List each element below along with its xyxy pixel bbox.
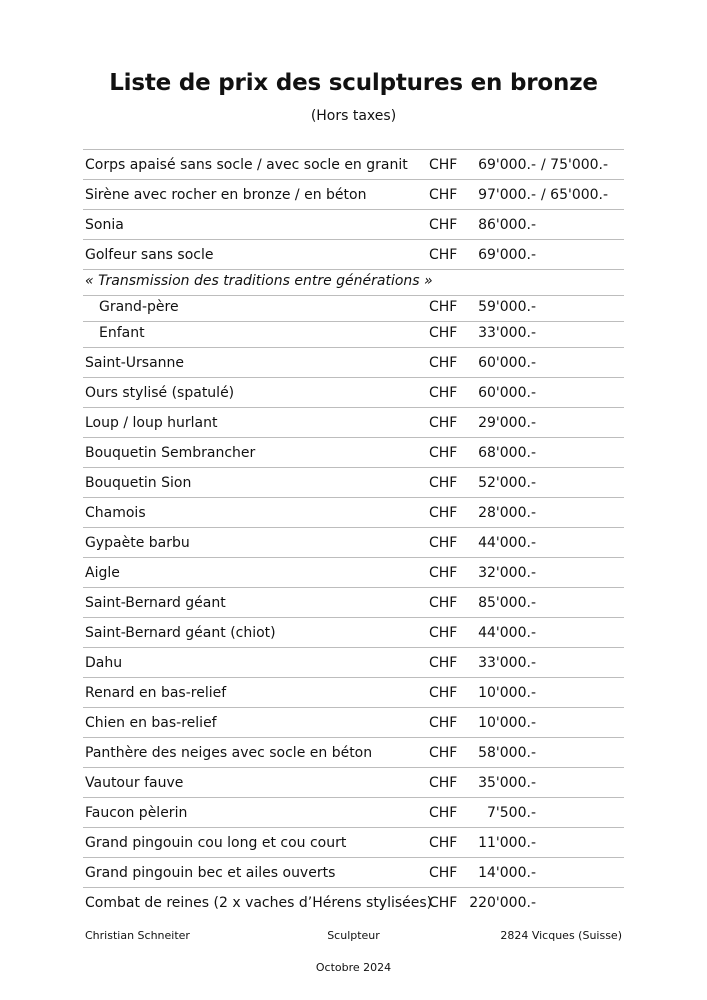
table-row [83, 438, 624, 468]
item-price: 10'000.- [478, 685, 536, 701]
item-name: Saint-Bernard géant [85, 595, 226, 611]
footer-location: 2824 Vicques (Suisse) [500, 929, 622, 942]
item-name: Renard en bas-relief [85, 685, 227, 701]
item-price: 59'000.- [478, 299, 536, 315]
item-name: Grand pingouin bec et ailes ouverts [85, 865, 336, 881]
item-name: Faucon pèlerin [85, 805, 188, 821]
section-heading-row [83, 270, 624, 296]
item-name: Vautour fauve [85, 775, 184, 791]
item-price: 60'000.- [478, 385, 536, 401]
item-price: 69'000.- [478, 247, 536, 263]
item-name: Chien en bas-relief [85, 715, 217, 731]
price-table [83, 149, 624, 917]
table-row [83, 888, 624, 917]
table-row [83, 296, 624, 322]
table-row [83, 648, 624, 678]
table-row [83, 798, 624, 828]
table-row [83, 468, 624, 498]
table-row [83, 348, 624, 378]
table-row [83, 322, 624, 348]
item-price: 86'000.- [478, 217, 536, 233]
item-currency: CHF [429, 445, 458, 461]
table-row [83, 498, 624, 528]
section-heading-label: « Transmission des traditions entre générations » [85, 273, 433, 289]
item-currency: CHF [429, 325, 458, 341]
item-currency: CHF [429, 187, 458, 203]
table-row [83, 828, 624, 858]
item-currency: CHF [429, 247, 458, 263]
table-row [83, 618, 624, 648]
item-name: Enfant [99, 325, 145, 341]
item-price: 44'000.- [478, 625, 536, 641]
item-name: Saint-Bernard géant (chiot) [85, 625, 276, 641]
item-name: Bouquetin Sion [85, 475, 192, 491]
item-price: 68'000.- [478, 445, 536, 461]
item-name: Ours stylisé (spatulé) [85, 385, 235, 401]
table-row [83, 738, 624, 768]
item-price: 14'000.- [478, 865, 536, 881]
item-name: Golfeur sans socle [85, 247, 214, 263]
table-row [83, 378, 624, 408]
item-currency: CHF [429, 355, 458, 371]
table-row [83, 858, 624, 888]
item-currency: CHF [429, 805, 458, 821]
item-currency: CHF [429, 745, 458, 761]
item-price-alternative: / 75'000.- [541, 157, 609, 173]
item-currency: CHF [429, 775, 458, 791]
table-row [83, 588, 624, 618]
table-row [83, 768, 624, 798]
page-subtitle: (Hors taxes) [310, 108, 397, 124]
item-currency: CHF [429, 595, 458, 611]
item-currency: CHF [429, 505, 458, 521]
item-price: 29'000.- [478, 415, 536, 431]
item-currency: CHF [429, 625, 458, 641]
item-currency: CHF [429, 475, 458, 491]
table-row [83, 210, 624, 240]
item-price: 11'000.- [478, 835, 536, 851]
item-name: Grand-père [99, 299, 179, 315]
item-price: 52'000.- [478, 475, 536, 491]
item-name: Bouquetin Sembrancher [85, 445, 256, 461]
item-price: 7'500.- [487, 805, 536, 821]
item-name: Corps apaisé sans socle / avec socle en granit [85, 157, 408, 173]
table-row [83, 558, 624, 588]
item-name: Sirène avec rocher en bronze / en béton [85, 187, 367, 203]
item-currency: CHF [429, 685, 458, 701]
item-price: 85'000.- [478, 595, 536, 611]
table-row [83, 678, 624, 708]
item-currency: CHF [429, 299, 458, 315]
table-row [83, 528, 624, 558]
item-currency: CHF [429, 865, 458, 881]
item-name: Sonia [85, 217, 124, 233]
item-price: 60'000.- [478, 355, 536, 371]
item-currency: CHF [429, 535, 458, 551]
item-name: Dahu [85, 655, 123, 671]
item-price: 220'000.- [469, 895, 536, 911]
item-name: Combat de reines (2 x vaches d’Hérens stylisées) [85, 895, 433, 911]
page-title: Liste de prix des sculptures en bronze [109, 70, 598, 96]
item-currency: CHF [429, 835, 458, 851]
table-row [83, 149, 624, 180]
item-name: Loup / loup hurlant [85, 415, 218, 431]
table-row [83, 408, 624, 438]
footer-date: Octobre 2024 [315, 961, 392, 974]
footer-artist-name: Christian Schneiter [85, 929, 190, 942]
item-currency: CHF [429, 715, 458, 731]
item-price: 44'000.- [478, 535, 536, 551]
footer-profession: Sculpteur [327, 929, 380, 942]
item-price: 58'000.- [478, 745, 536, 761]
item-name: Gypaète barbu [85, 535, 190, 551]
table-row [83, 180, 624, 210]
item-name: Saint-Ursanne [85, 355, 185, 371]
item-currency: CHF [429, 655, 458, 671]
item-name: Panthère des neiges avec socle en béton [85, 745, 373, 761]
item-price: 33'000.- [478, 655, 536, 671]
item-currency: CHF [429, 385, 458, 401]
item-price: 69'000.- [478, 157, 536, 173]
item-name: Aigle [85, 565, 120, 581]
item-currency: CHF [429, 895, 458, 911]
table-row [83, 240, 624, 270]
item-currency: CHF [429, 157, 458, 173]
item-name: Chamois [85, 505, 146, 521]
item-currency: CHF [429, 565, 458, 581]
item-currency: CHF [429, 415, 458, 431]
item-price: 10'000.- [478, 715, 536, 731]
item-name: Grand pingouin cou long et cou court [85, 835, 347, 851]
item-price: 28'000.- [478, 505, 536, 521]
item-price: 33'000.- [478, 325, 536, 341]
item-currency: CHF [429, 217, 458, 233]
item-price: 97'000.- [478, 187, 536, 203]
table-row [83, 708, 624, 738]
item-price: 32'000.- [478, 565, 536, 581]
item-price: 35'000.- [478, 775, 536, 791]
item-price-alternative: / 65'000.- [541, 187, 609, 203]
